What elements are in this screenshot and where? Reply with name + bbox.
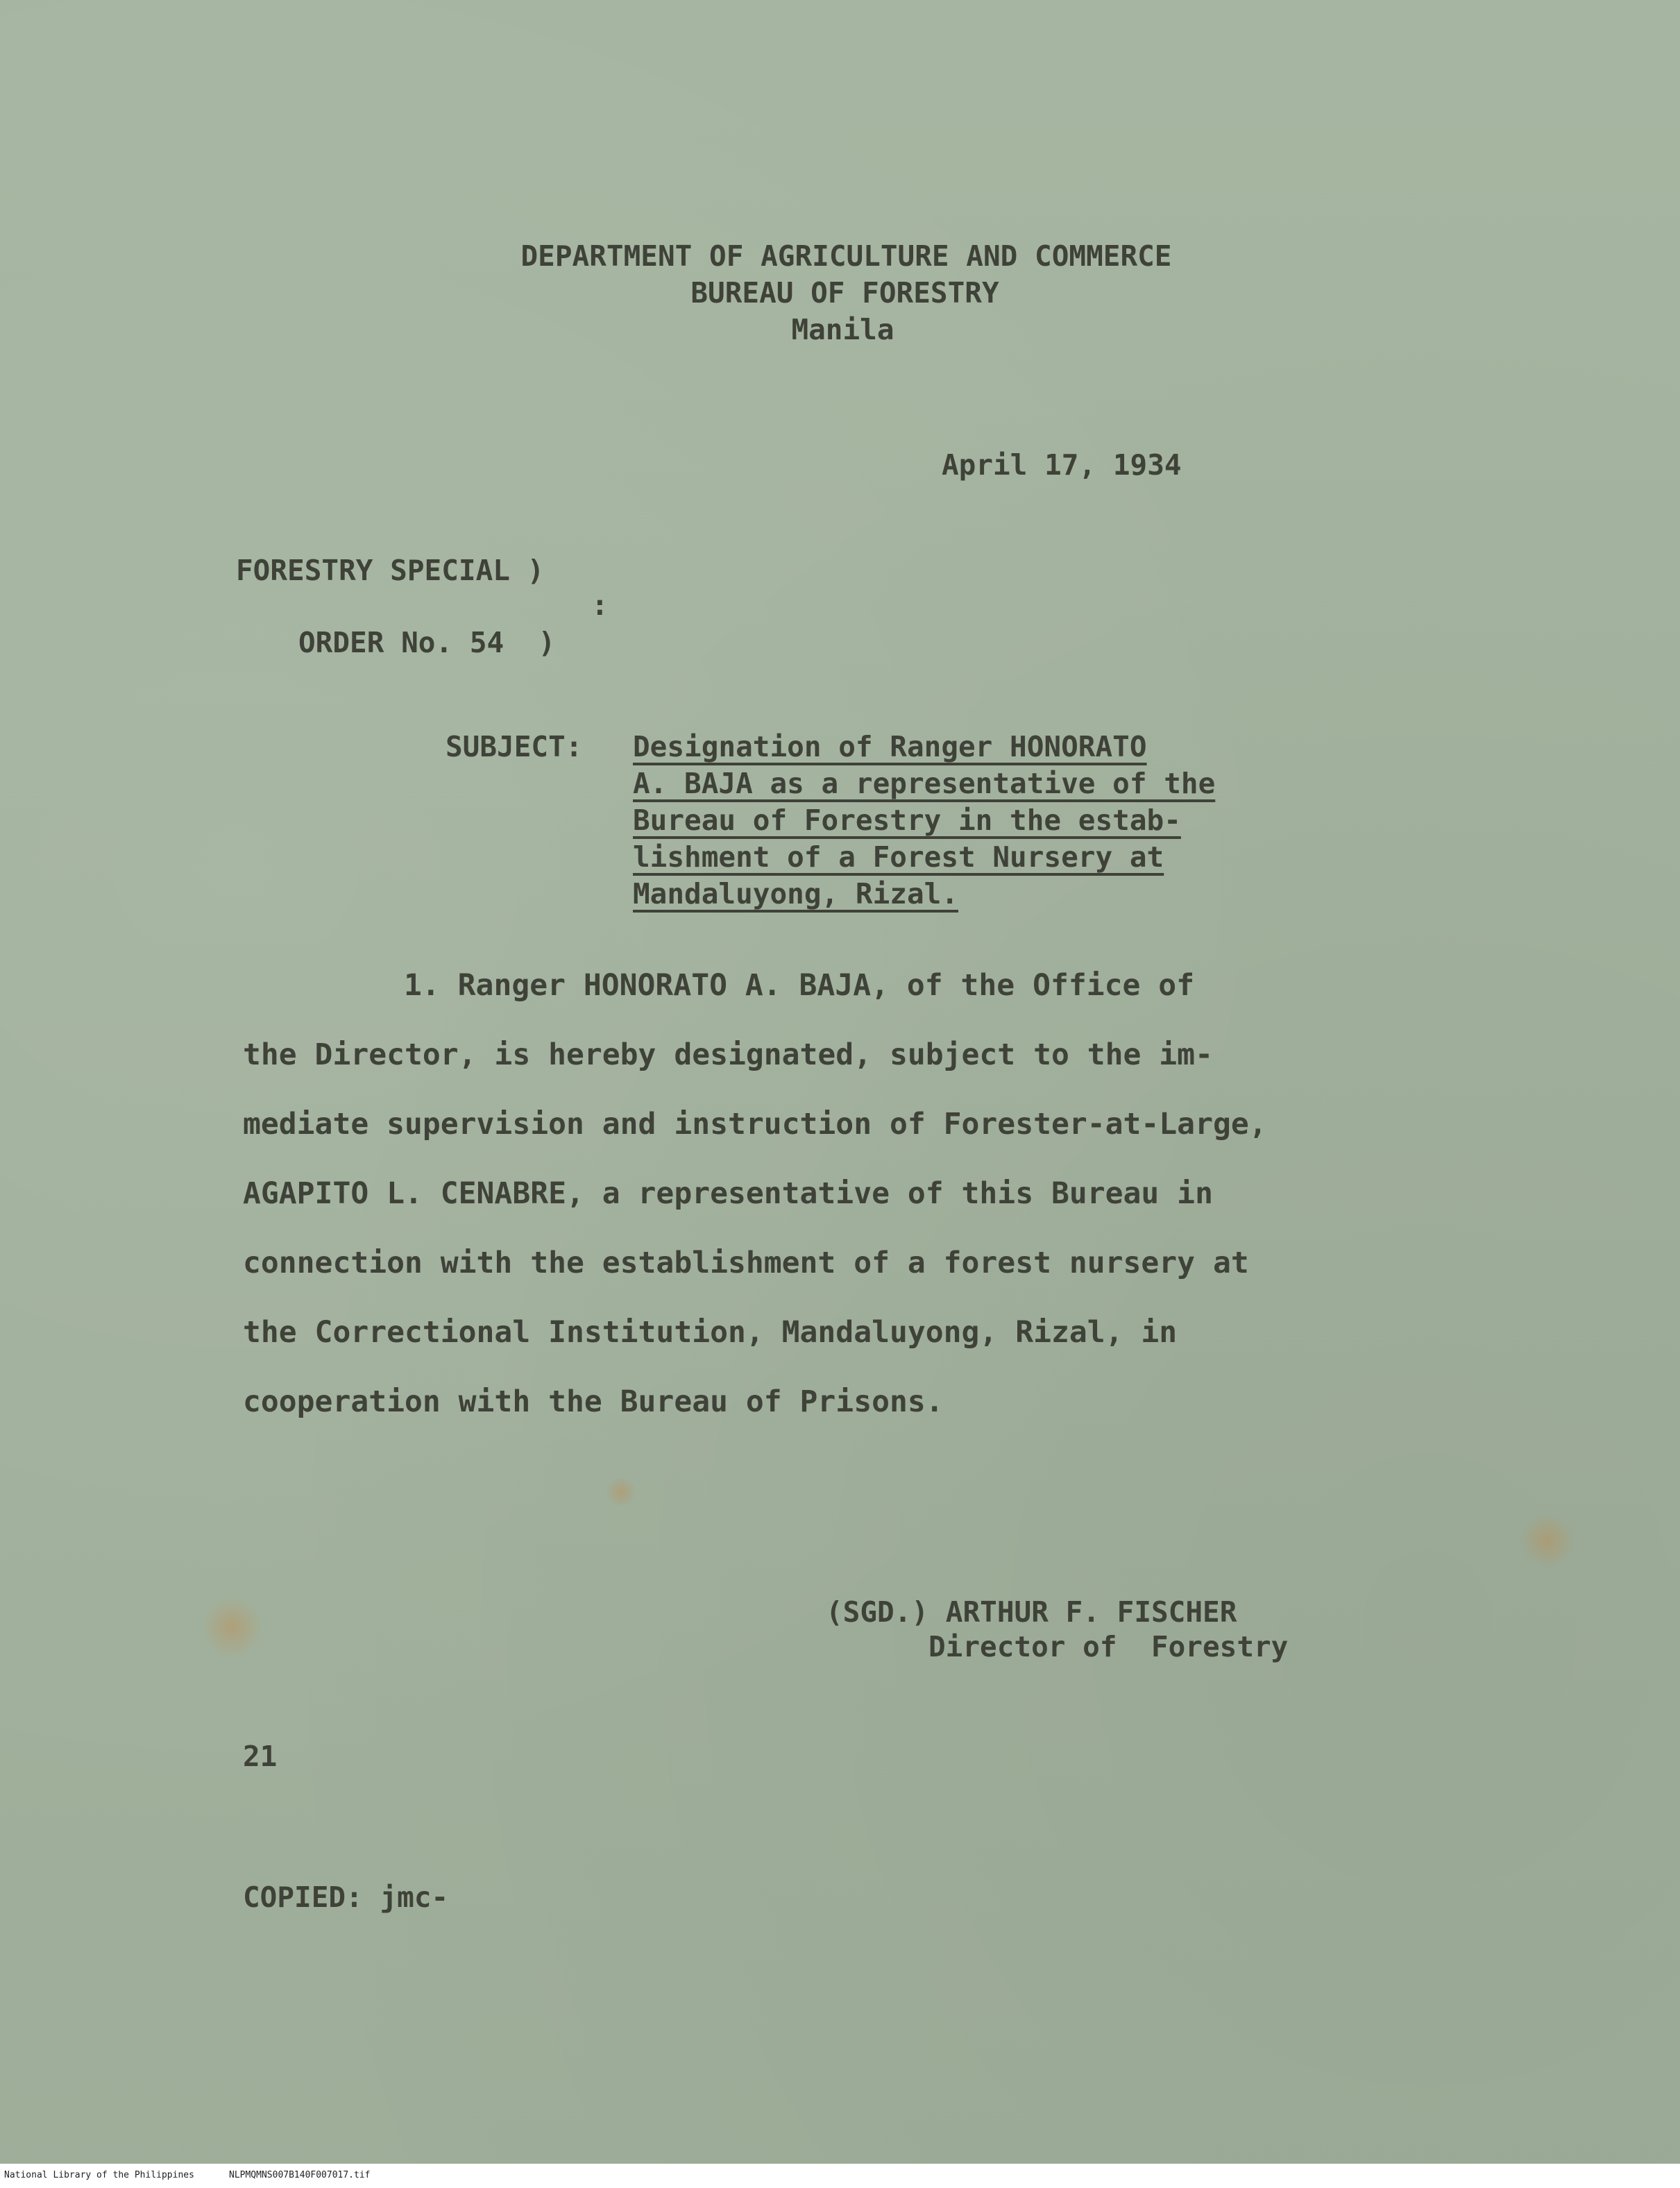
subject-line-2: A. BAJA as a representative of the (633, 767, 1216, 800)
body-line-7: cooperation with the Bureau of Prisons. (243, 1384, 944, 1419)
footer-filename-text: NLPMQMNS007B140F007017.tif (229, 2170, 371, 2180)
body-line-6: the Correctional Institution, Mandaluyong, Rizal, in (243, 1315, 1178, 1350)
scan-footer (0, 2164, 1680, 2188)
body-line-1: 1. Ranger HONORATO A. BAJA, of the Office of (404, 968, 1195, 1003)
subject-line-4: lishment of a Forest Nursery at (633, 840, 1164, 874)
order-line-2: ORDER No. 54 ) (298, 626, 556, 659)
signature-title: Director of Forestry (928, 1630, 1289, 1663)
copied-line: COPIED: jmc- (243, 1881, 449, 1914)
paper-stain (201, 1596, 264, 1659)
body-line-2: the Director, is hereby designated, subject to the im- (243, 1037, 1213, 1072)
bureau-heading: BUREAU OF FORESTRY (690, 276, 999, 309)
subject-line-3: Bureau of Forestry in the estab- (633, 804, 1181, 837)
order-colon: : (591, 588, 609, 622)
body-line-5: connection with the establishment of a forest nursery at (243, 1246, 1249, 1280)
department-heading: DEPARTMENT OF AGRICULTURE AND COMMERCE (520, 239, 1172, 273)
signature-name: (SGD.) ARTHUR F. FISCHER (826, 1595, 1237, 1629)
footer-library-text: National Library of the Philippines (4, 2170, 194, 2180)
page-number: 21 (243, 1740, 278, 1773)
city-heading: Manila (791, 313, 894, 346)
paper-stain (604, 1478, 638, 1506)
paper-stain (1520, 1513, 1575, 1568)
body-line-3: mediate supervision and instruction of Forester-at-Large, (243, 1107, 1267, 1142)
subject-line-1: Designation of Ranger HONORATO (633, 730, 1147, 763)
subject-line-5: Mandaluyong, Rizal. (633, 877, 958, 910)
order-line-1: FORESTRY SPECIAL ) (236, 554, 545, 587)
date-line: April 17, 1934 (942, 448, 1182, 482)
subject-label: SUBJECT: (446, 730, 583, 763)
body-line-4: AGAPITO L. CENABRE, a representative of this Bureau in (243, 1176, 1213, 1211)
